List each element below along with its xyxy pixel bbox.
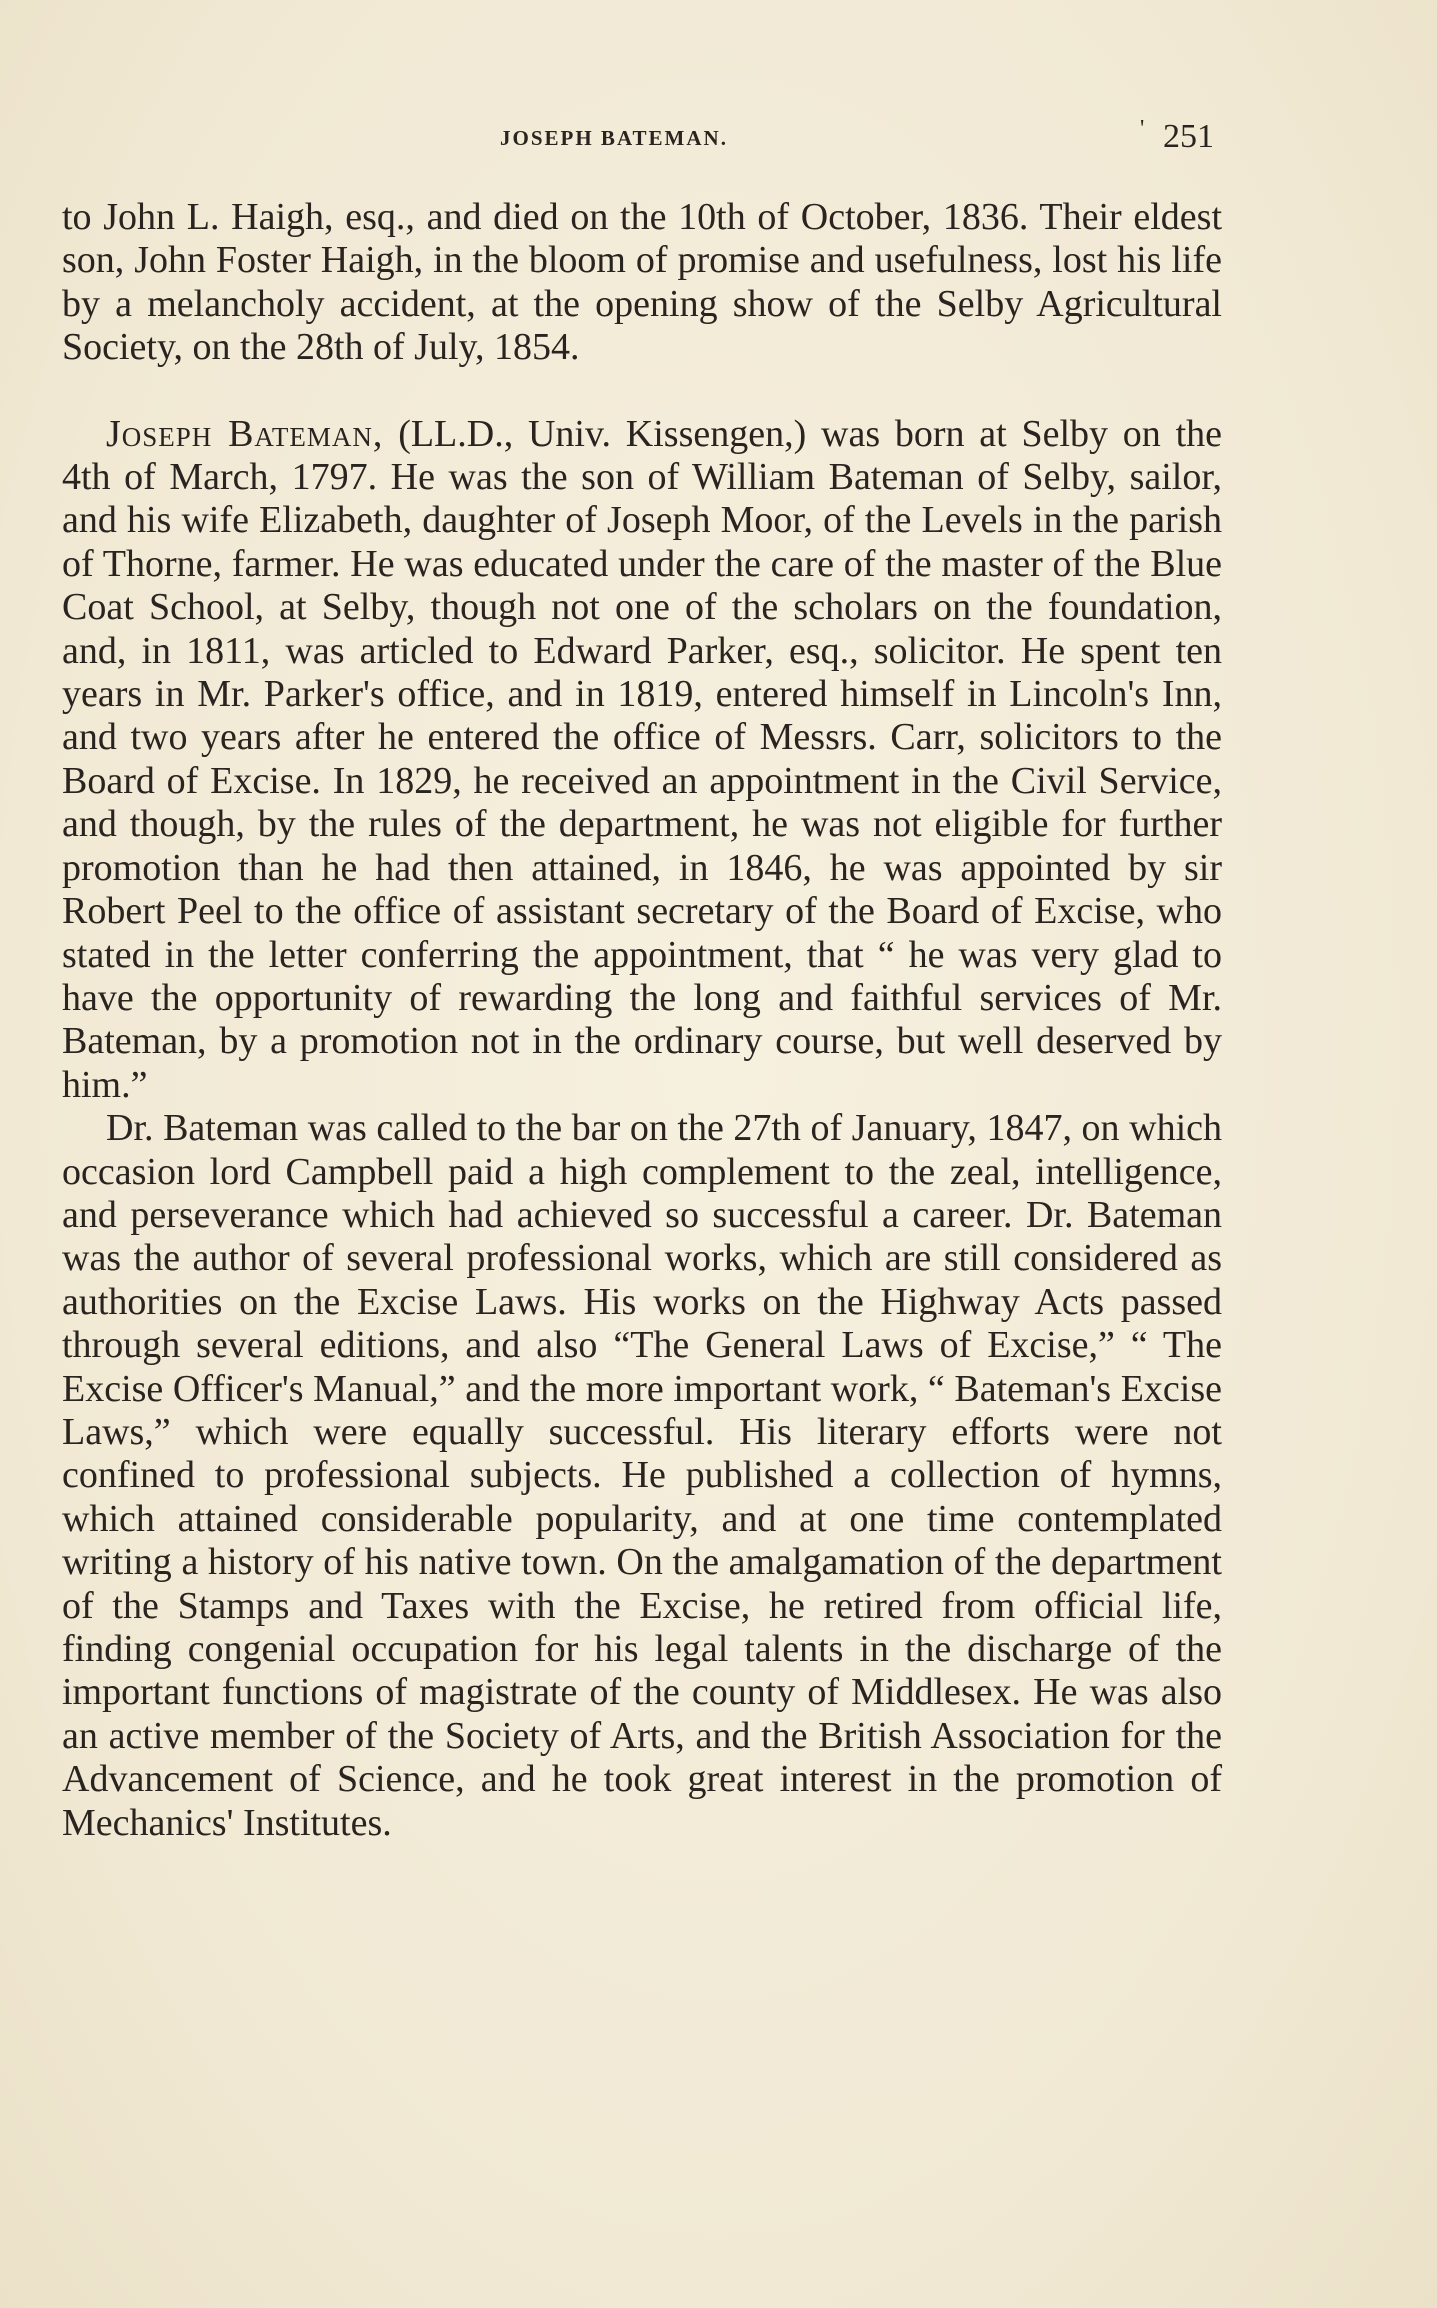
paragraph-spacer	[62, 370, 1222, 413]
body-text	[62, 196, 1222, 1845]
running-title: JOSEPH BATEMAN.	[500, 126, 728, 150]
subject-name: Joseph Bateman,	[106, 412, 384, 455]
paragraph-bateman-bio-text: (LL.D., Univ. Kissengen,) was born at Selby on the 4th of March, 1797. He was the son of William Bateman of Selby, sailor, and his wife Elizabeth, daughter of Joseph Moor, of the Levels in the parish of Thorne, farmer. He was educated under the care of the master of the Blue Coat School, at Selby, though not one of the scholars on the foundation, and, in 1811, was articled to Edward Parker, esq., solicitor. He spent ten years in Mr. Parker's office, and in 1819, entered himself in Lincoln's Inn, and two years after he entered the office of Messrs. Carr, solicitors to the Board of Excise. In 1829, he received an appointment in the Civil Service, and though, by the rules of the department, he was not eligible for further promotion than he had then attained, in 1846, he was appointed by sir Robert Peel to the office of assistant secretary of the Board of Excise, who stated in the letter conferring the appointment, that “ he was very glad to have the opportunity of rewarding the long and faithful services of Mr. Bateman, by a promotion not in the ordinary course, but well deserved by him.”	[62, 412, 1222, 1106]
page-number: 251	[1163, 118, 1214, 155]
paragraph-bateman-bio	[62, 413, 1222, 1108]
paragraph-haigh: to John L. Haigh, esq., and died on the 10th of October, 1836. Their eldest son, John Foster Haigh, in the bloom of promise and usefulness, lost his life by a melancholy accident, at the opening show of the Selby Agricultural Society, on the 28th of July, 1854.	[62, 196, 1222, 369]
paragraph-bateman-career: Dr. Bateman was called to the bar on the 27th of January, 1847, on which occasion lord Campbell paid a high complement to the zeal, intelligence, and perseverance which had achieved so successful a career. Dr. Bateman was the author of several professional works, which are still considered as authorities on the Excise Laws. His works on the Highway Acts passed through several editions, and also “The General Laws of Excise,” “ The Excise Officer's Manual,” and the more important work, “ Bateman's Excise Laws,” which were equally successful. His literary efforts were not confined to professional subjects. He published a collection of hymns, which attained considerable popularity, and at one time contemplated writing a history of his native town. On the amalgamation of the department of the Stamps and Taxes with the Excise, he retired from official life, finding congenial occupation for his legal talents in the discharge of the important functions of magistrate of the county of Middlesex. He was also an active member of the Society of Arts, and the British Association for the Advancement of Science, and he took great interest in the promotion of Mechanics' Institutes.	[62, 1107, 1222, 1844]
running-head	[0, 118, 1437, 168]
printer-tick-mark: '	[1140, 116, 1145, 142]
